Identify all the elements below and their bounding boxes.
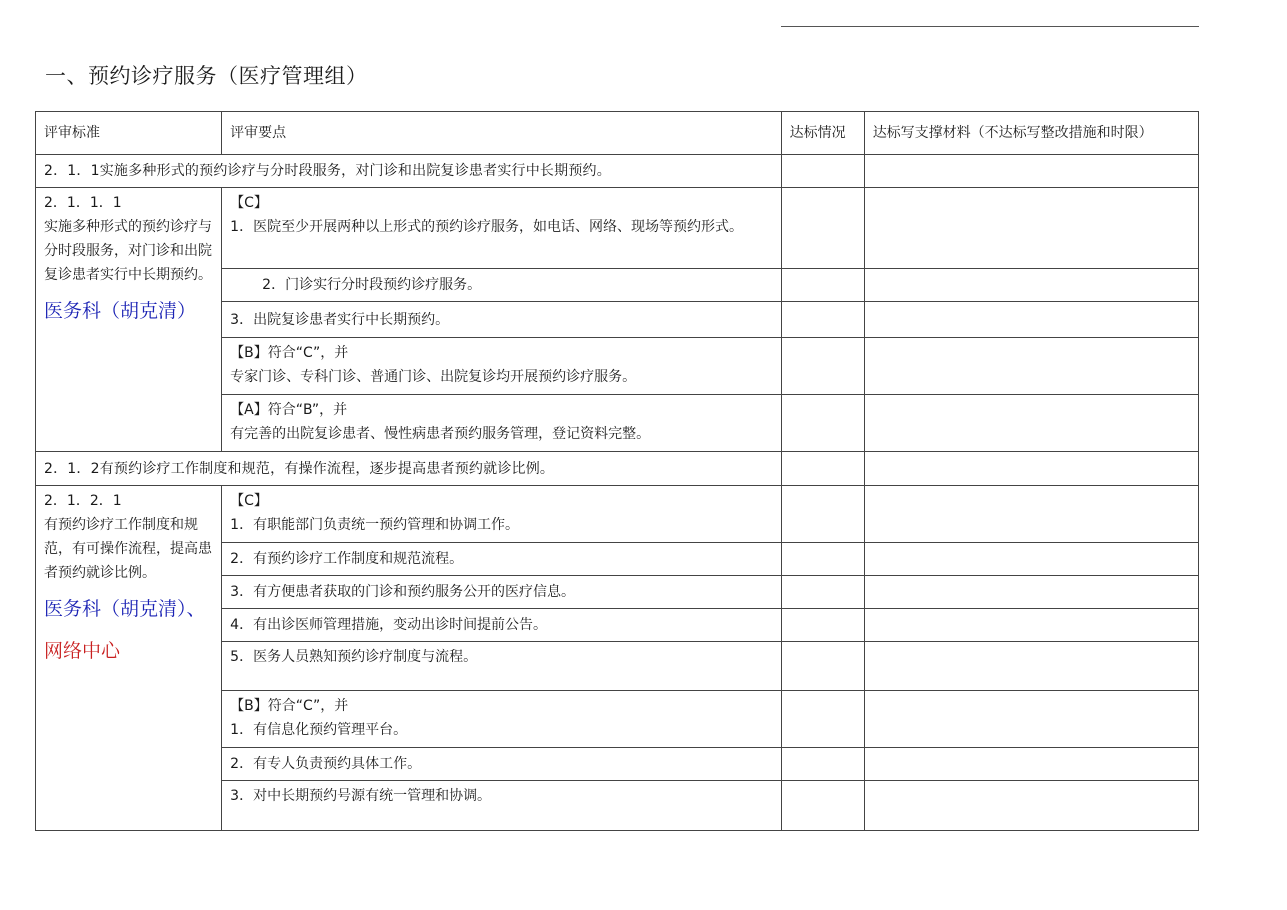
point-text: 有完善的出院复诊患者、慢性病患者预约服务管理，登记资料完整。 — [230, 426, 651, 442]
level-label: 【C】 — [230, 195, 268, 211]
top-rule — [781, 26, 1199, 27]
point-text: 2．有预约诊疗工作制度和规范流程。 — [222, 543, 781, 576]
level-label: 【B】符合“C”，并 — [230, 345, 349, 361]
point-cell — [222, 691, 781, 748]
point-text: 3．有方便患者获取的门诊和预约服务公开的医疗信息。 — [222, 576, 781, 609]
materials-cell[interactable] — [864, 748, 1198, 781]
status-cell[interactable] — [781, 642, 864, 691]
header-standard: 评审标准 — [36, 112, 222, 155]
point-text: 4．有出诊医师管理措施，变动出诊时间提前公告。 — [222, 609, 781, 642]
materials-cell[interactable] — [864, 188, 1198, 269]
materials-cell[interactable] — [864, 609, 1198, 642]
status-cell[interactable] — [781, 609, 864, 642]
point-text: 2．门诊实行分时段预约诊疗服务。 — [222, 269, 781, 302]
materials-cell[interactable] — [864, 395, 1198, 452]
status-cell[interactable] — [781, 302, 864, 338]
level-label: 【B】符合“C”，并 — [230, 698, 349, 714]
materials-cell[interactable] — [864, 486, 1198, 543]
owner-label: 医务科（胡克清） — [44, 300, 197, 322]
standard-code: 2．1．1．1 — [44, 195, 122, 211]
point-text: 1．医院至少开展两种以上形式的预约诊疗服务，如电话、网络、现场等预约形式。 — [230, 219, 744, 235]
review-table — [35, 111, 1199, 831]
point-text: 3．出院复诊患者实行中长期预约。 — [222, 302, 781, 338]
standard-cell — [36, 188, 222, 452]
materials-cell[interactable] — [864, 155, 1198, 188]
header-status: 达标情况 — [781, 112, 864, 155]
standard-code: 2．1．2．1 — [44, 493, 122, 509]
materials-cell[interactable] — [864, 338, 1198, 395]
header-points: 评审要点 — [222, 112, 781, 155]
owner-label: 医务科（胡克清）、 — [44, 598, 206, 620]
standard-cell — [36, 486, 222, 831]
point-cell — [222, 188, 781, 269]
section-title: 2．1．2有预约诊疗工作制度和规范，有操作流程，逐步提高患者预约就诊比例。 — [36, 452, 782, 486]
status-cell[interactable] — [781, 486, 864, 543]
table-row — [36, 486, 1199, 543]
section-title: 2．1．1实施多种形式的预约诊疗与分时段服务，对门诊和出院复诊患者实行中长期预约。 — [36, 155, 782, 188]
status-cell[interactable] — [781, 452, 864, 486]
status-cell[interactable] — [781, 748, 864, 781]
standard-text: 实施多种形式的预约诊疗与分时段服务，对门诊和出院复诊患者实行中长期预约。 — [44, 219, 212, 283]
materials-cell[interactable] — [864, 691, 1198, 748]
point-text: 专家门诊、专科门诊、普通门诊、出院复诊均开展预约诊疗服务。 — [230, 369, 637, 385]
owner-label-secondary: 网络中心 — [44, 640, 121, 662]
materials-cell[interactable] — [864, 781, 1198, 831]
status-cell[interactable] — [781, 269, 864, 302]
standard-text: 有预约诊疗工作制度和规范，有可操作流程，提高患者预约就诊比例。 — [44, 517, 212, 581]
status-cell[interactable] — [781, 338, 864, 395]
point-text: 5．医务人员熟知预约诊疗制度与流程。 — [222, 642, 781, 691]
materials-cell[interactable] — [864, 642, 1198, 691]
page-heading: 一、预约诊疗服务（医疗管理组） — [45, 64, 368, 88]
materials-cell[interactable] — [864, 269, 1198, 302]
point-text: 1．有职能部门负责统一预约管理和协调工作。 — [230, 517, 520, 533]
status-cell[interactable] — [781, 543, 864, 576]
table-row — [36, 188, 1199, 269]
status-cell[interactable] — [781, 155, 864, 188]
section-row — [36, 155, 1199, 188]
point-text: 3．对中长期预约号源有统一管理和协调。 — [222, 781, 781, 831]
materials-cell[interactable] — [864, 543, 1198, 576]
materials-cell[interactable] — [864, 452, 1198, 486]
point-text: 2．有专人负责预约具体工作。 — [222, 748, 781, 781]
level-label: 【C】 — [230, 493, 268, 509]
status-cell[interactable] — [781, 188, 864, 269]
materials-cell[interactable] — [864, 576, 1198, 609]
point-cell — [222, 338, 781, 395]
point-cell — [222, 395, 781, 452]
materials-cell[interactable] — [864, 302, 1198, 338]
header-materials: 达标写支撑材料（不达标写整改措施和时限） — [864, 112, 1198, 155]
point-text: 1．有信息化预约管理平台。 — [230, 722, 408, 738]
header-row — [36, 112, 1199, 155]
status-cell[interactable] — [781, 781, 864, 831]
level-label: 【A】符合“B”，并 — [230, 402, 348, 418]
status-cell[interactable] — [781, 576, 864, 609]
status-cell[interactable] — [781, 691, 864, 748]
status-cell[interactable] — [781, 395, 864, 452]
section-row — [36, 452, 1199, 486]
point-cell — [222, 486, 781, 543]
